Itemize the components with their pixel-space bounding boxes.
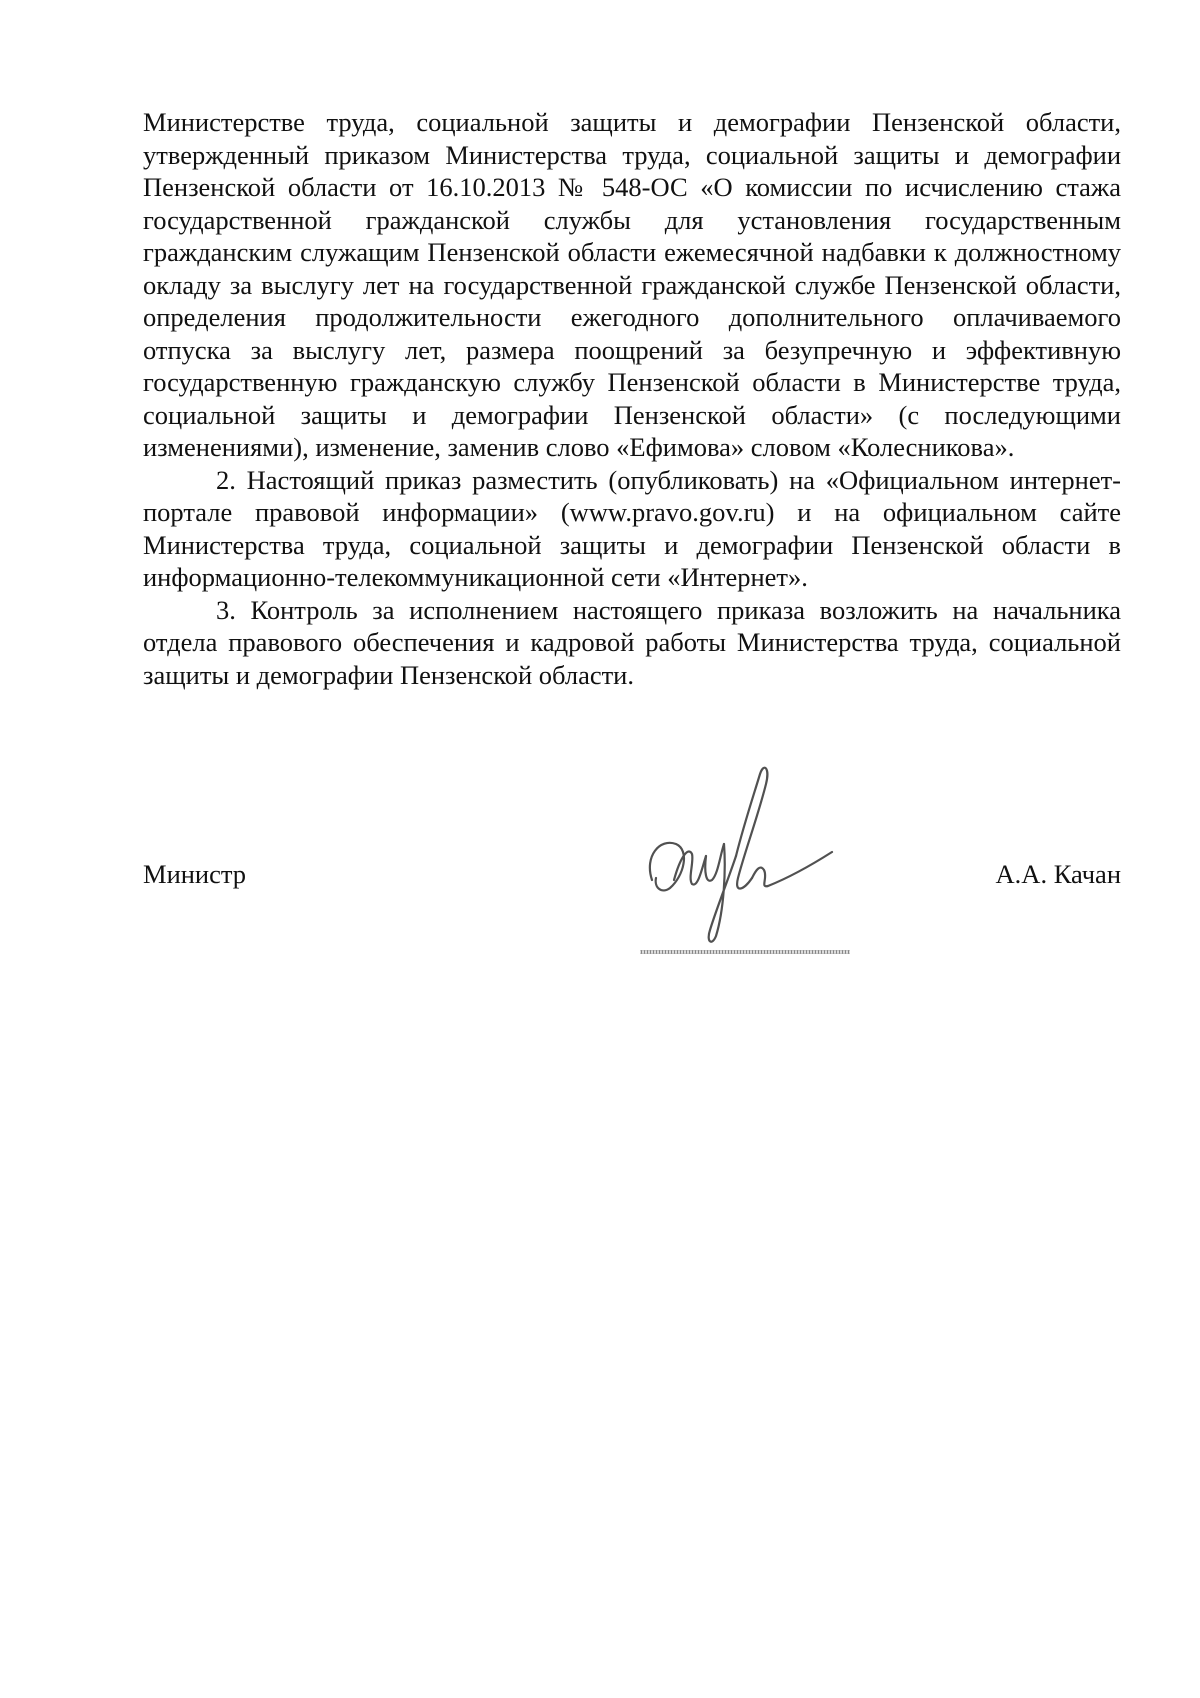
paragraph-item-3: 3. Контроль за исполнением настоящего приказа возложить на начальника отдела правового обеспечения и кадровой работы Министерства труда, социальной защиты и демографии Пензенской области. xyxy=(143,594,1121,690)
paragraph-continuation: Министерстве труда, социальной защиты и демографии Пензенской области, утвержденный приказом Министерства труда, социальной защиты и демографии Пензенской области от 16.10.2013 № 548-ОС «О комиссии по исчислению стажа государственной гражданской службы для установления государственным гражданским служащим Пензенской области ежемесячной надбавки к должностному окладу за выслугу лет на государственной гражданской службе Пензенской области, определения продолжительности ежегодного дополнительного оплачиваемого отпуска за выслугу лет, размера поощрений за безупречную и эффективную государственную гражданскую службу Пензенской области в Министерстве труда, социальной защиты и демографии Пензенской области» (с последующими изменениями), изменение, заменив слово «Ефимова» словом «Колесникова». xyxy=(143,107,1121,462)
signatory-name: А.А. Качан xyxy=(995,859,1121,889)
signature-block xyxy=(143,858,1121,898)
document-body xyxy=(143,106,1121,691)
signatory-position: Министр xyxy=(143,859,247,889)
paragraph-item-2: 2. Настоящий приказ разместить (опубликовать) на «Официальном интернет-портале правовой информации» (www.pravo.gov.ru) и на официальном сайте Министерства труда, социальной защиты и демографии Пензенской области в информационно-телекоммуникационной сети «Интернет». xyxy=(143,464,1121,592)
